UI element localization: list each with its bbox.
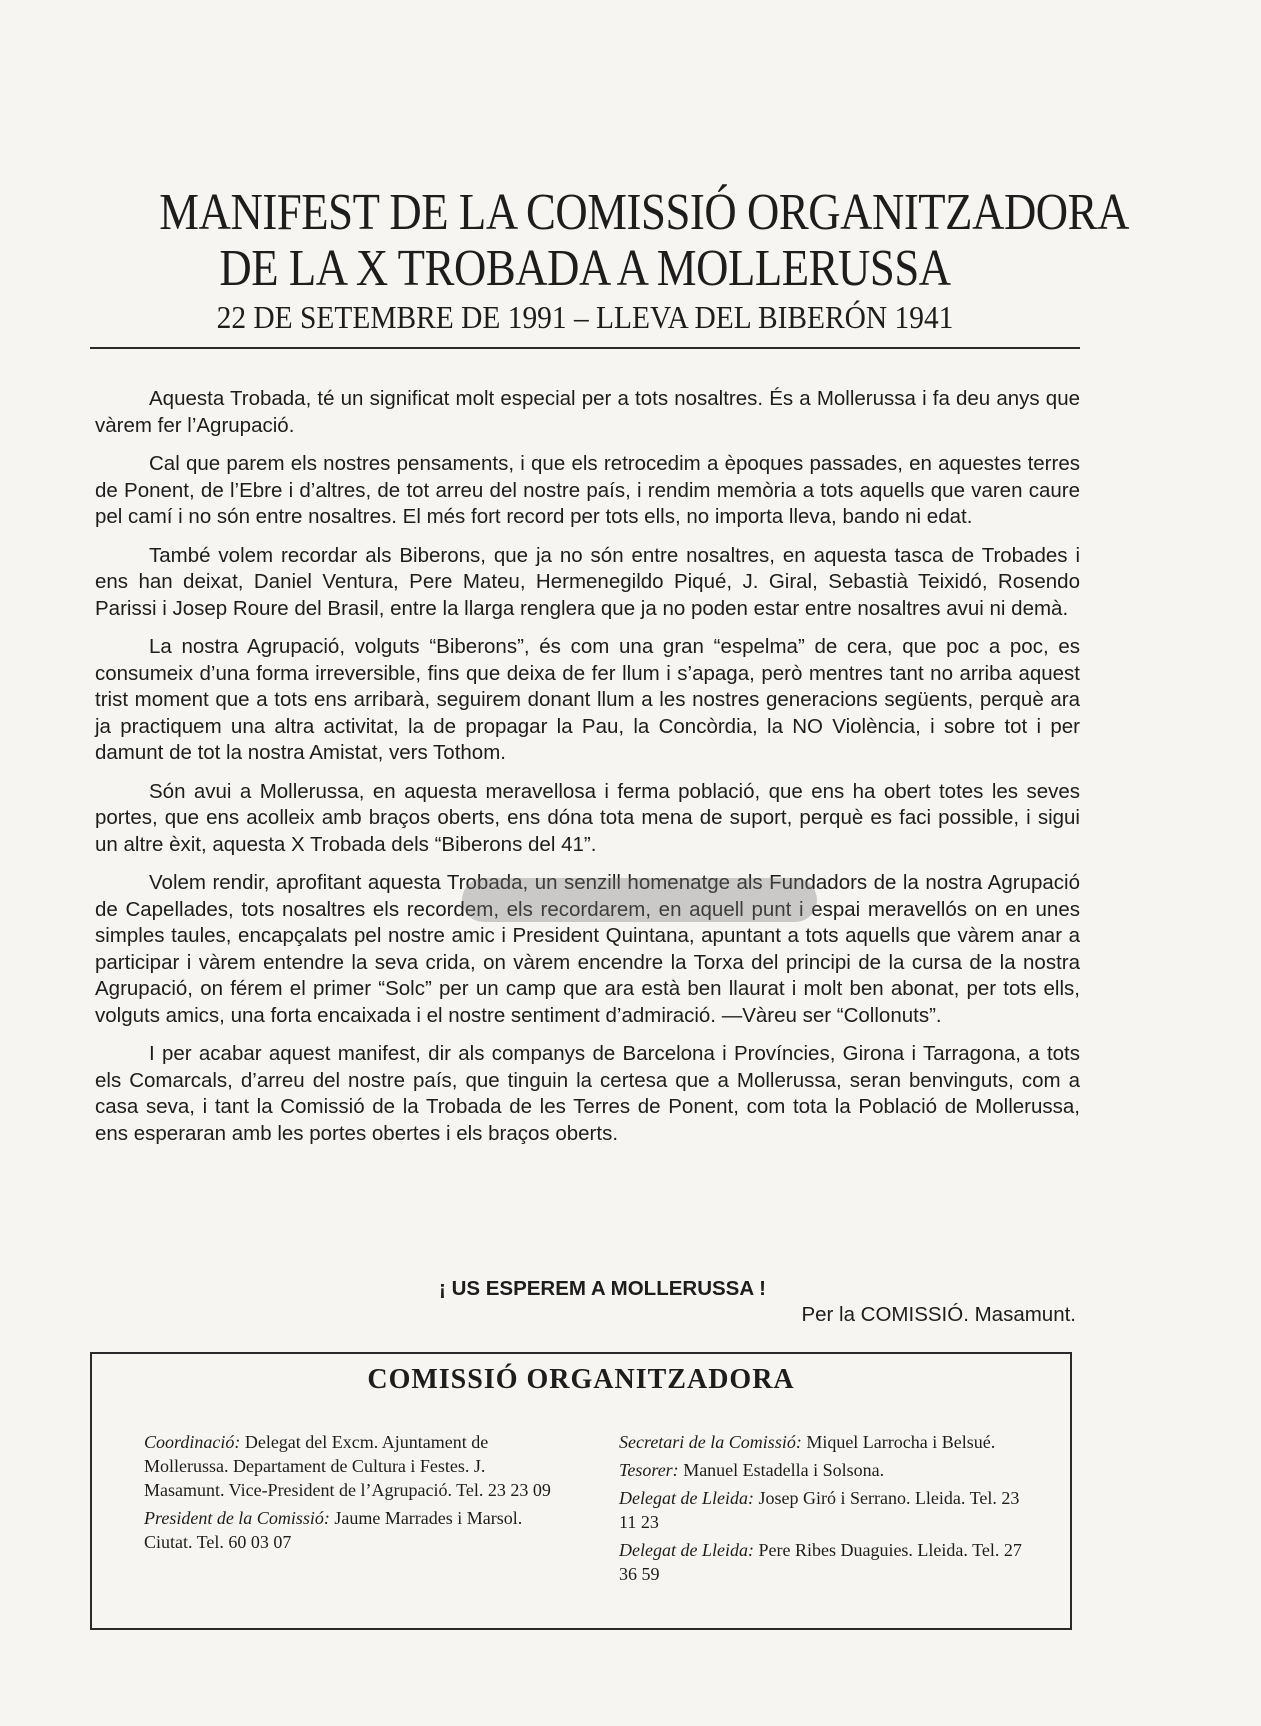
committee-role: Tesorer: (619, 1460, 679, 1480)
committee-detail: Pere Ribes Duaguies. Lleida. Tel. 27 36 59 (619, 1540, 1022, 1584)
title-line-1: MANIFEST DE LA COMISSIÓ ORGANITZADORA (159, 184, 1129, 241)
committee-entry (144, 1506, 564, 1554)
paragraph-4: La nostra Agrupació, volguts “Biberons”, és com una gran “espelma” de cera, que poc a poc, es consumeix d’una forma irreversible, fins que deixa de fer llum i s’apaga, però mentres tant no arriba aquest trist moment que a tots ens arribarà, seguirem donant llum a les nostres generacions següents, perquè ara ja practiquem una altra activitat, la de propagar la Pau, la Concòrdia, la NO Violència, i sobre tot i per damunt de tot la nostra Amistat, vers Tothom. (95, 635, 1080, 764)
paragraph-7: I per acabar aquest manifest, dir als companys de Barcelona i Províncies, Girona i Tarragona, a tots els Comarcals, d’arreu del nostre país, que tinguin la certesa que a Mollerussa, seran benvinguts, com a casa seva, i tant la Comissió de la Trobada de les Terres de Ponent, com tota la Població de Mollerussa, ens esperaran amb les portes obertes i els braços oberts. (95, 1042, 1080, 1145)
committee-role: Coordinació: (144, 1432, 241, 1452)
paragraph-1: Aquesta Trobada, té un significat molt especial per a tots nosaltres. És a Mollerussa i fa deu anys que vàrem fer l’Agrupació. (95, 387, 1080, 437)
committee-detail: Josep Giró i Serrano. Lleida. Tel. 23 11 23 (619, 1488, 1020, 1532)
paragraph-6: Volem rendir, aprofitant aquesta Trobada, un senzill homenatge als Fundadors de la nostra Agrupació de Capellades, tots nosaltres els recordem, els recordarem, en aquell punt i espai meravellós on en unes simples taules, encapçalats pel nostre amic i President Quintana, apuntant a tots aquells que vàrem anar a participar i vàrem entendre la seva crida, on vàrem encendre la Torxa del principi de la cursa de la nostra Agrupació, on férem el primer “Solc” per un camp que ara està ben llaurat i molt ben abonat, per tots ells, volguts amics, una forta encaixada i el nostre sentiment d’admiració. —Vàreu ser “Collonuts”. (95, 871, 1080, 1027)
watermark-overlay (462, 878, 817, 922)
committee-detail: Delegat del Excm. Ajuntament de Mollerussa. Departament de Cultura i Festes. J. Masamunt. Vice-President de l’Agrupació. Tel. 23 23 09 (144, 1432, 551, 1500)
signature: Per la COMISSIÓ. Masamunt. (801, 1303, 1076, 1326)
committee-title: COMISSIÓ ORGANITZADORA (367, 1364, 795, 1395)
committee-role: Delegat de Lleida: (619, 1488, 754, 1508)
committee-detail: Manuel Estadella i Solsona. (678, 1460, 885, 1480)
committee-role: Delegat de Lleida: (619, 1540, 754, 1560)
closing (95, 1276, 1080, 1328)
subtitle: 22 DE SETEMBRE DE 1991 – LLEVA DEL BIBERÓN 1941 (216, 299, 954, 335)
paragraph-5: Són avui a Mollerussa, en aquesta meravellosa i ferma població, que ens ha obert totes les seves portes, que ens acolleix amb braços oberts, ens dóna tota mena de suport, perquè es faci possible, i sigui un altre èxit, aquesta X Trobada dels “Biberons del 41”. (95, 779, 1080, 856)
committee-right-column (619, 1430, 1039, 1590)
committee-detail: Miquel Larrocha i Belsué. (801, 1432, 996, 1452)
committee-left-column (144, 1430, 564, 1558)
title-line-2: DE LA X TROBADA A MOLLERUSSA (219, 240, 951, 297)
header-divider (90, 347, 1080, 349)
committee-role: President de la Comissió: (144, 1508, 330, 1528)
committee-entry (144, 1430, 564, 1502)
committee-entry (619, 1538, 1039, 1586)
committee-entry (619, 1430, 1039, 1454)
paragraph-2: Cal que parem els nostres pensaments, i que els retrocedim a èpoques passades, en aquestes terres de Ponent, de l’Ebre i d’altres, de tot arreu del nostre país, i rendim memòria a tots aquells que varen caure pel camí i no són entre nosaltres. El més fort record per tots ells, no importa lleva, bando ni edat. (95, 452, 1080, 528)
paragraph-3: També volem recordar als Biberons, que ja no són entre nosaltres, en aquesta tasca de Trobades i ens han deixat, Daniel Ventura, Pere Mateu, Hermenegildo Piqué, J. Giral, Sebastià Teixidó, Rosendo Parissi i Josep Roure del Brasil, entre la llarga renglera que ja no poden estar entre nosaltres avui ni demà. (95, 543, 1080, 620)
committee-entry (619, 1458, 1039, 1482)
committee-role: Secretari de la Comissió: (619, 1432, 802, 1452)
closing-exclamation: ¡ US ESPEREM A MOLLERUSSA ! (439, 1277, 766, 1300)
committee-entry (619, 1486, 1039, 1534)
manifesto-body (95, 386, 1080, 1159)
committee-detail: Jaume Marrades i Marsol. Ciutat. Tel. 60 03 07 (144, 1508, 523, 1552)
committee-box (90, 1352, 1072, 1630)
document-header (90, 184, 1129, 335)
